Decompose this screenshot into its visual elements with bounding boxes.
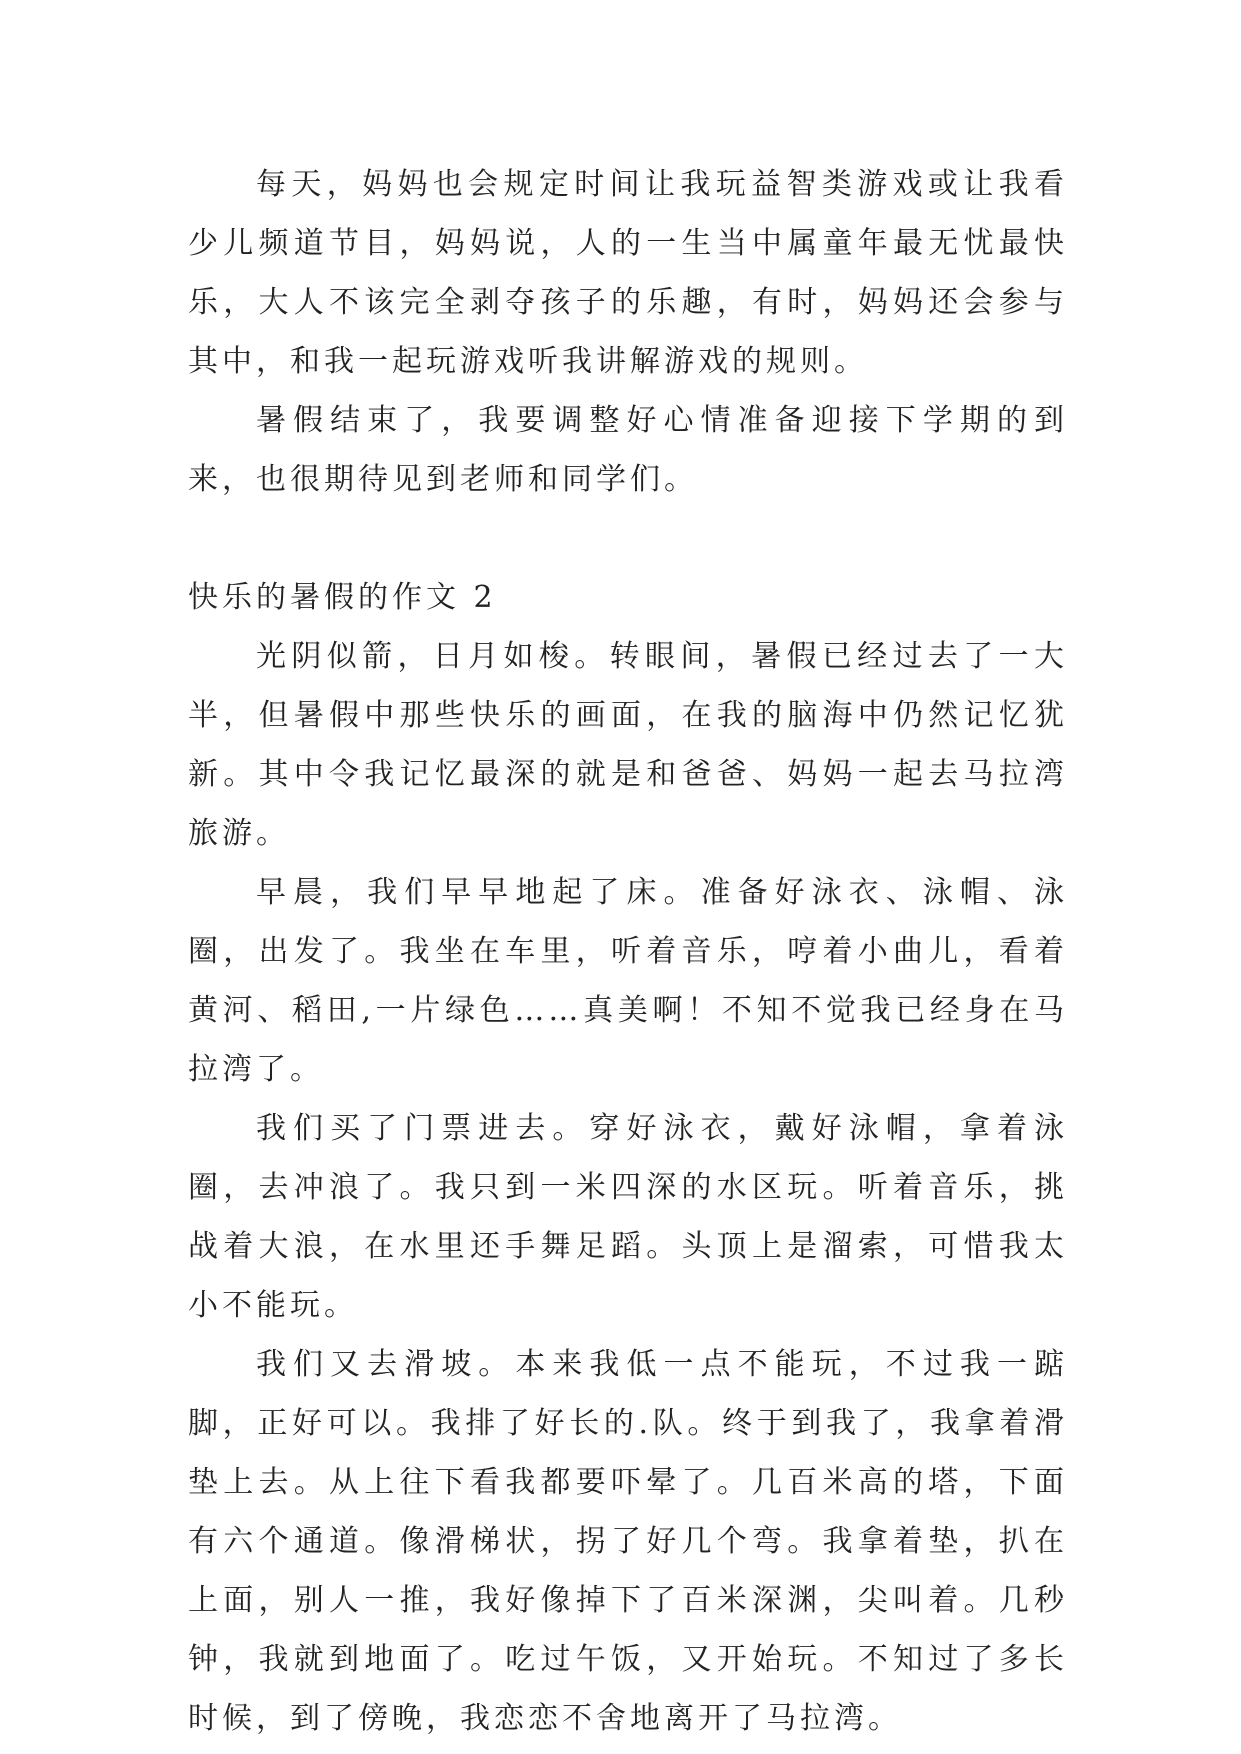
paragraph: 每天，妈妈也会规定时间让我玩益智类游戏或让我看少儿频道节目，妈妈说，人的一生当中属童年最无忧最快乐，大人不该完全剥夺孩子的乐趣，有时，妈妈还会参与其中，和我一起玩游戏听我讲解游戏的规则。 — [188, 167, 1068, 379]
paragraph: 我们又去滑坡。本来我低一点不能玩，不过我一踮脚，正好可以。我排了好长的.队。终于到我了，我拿着滑垫上去。从上往下看我都要吓晕了。几百米高的塔，下面有六个通道。像滑梯状，拐了好几个弯。我拿着垫，扒在上面，别人一推，我好像掉下了百米深渊，尖叫着。几秒钟，我就到地面了。吃过午饭，又开始玩。不知过了多长时候，到了傍晚，我恋恋不舍地离开了马拉湾。 — [188, 1347, 1068, 1736]
paragraph: 光阴似箭，日月如梭。转眼间，暑假已经过去了一大半，但暑假中那些快乐的画面，在我的脑海中仍然记忆犹新。其中令我记忆最深的就是和爸爸、妈妈一起去马拉湾旅游。 — [188, 639, 1068, 851]
paragraph: 早晨，我们早早地起了床。准备好泳衣、泳帽、泳圈，出发了。我坐在车里，听着音乐，哼着小曲儿，看着黄河、稻田,一片绿色……真美啊！不知不觉我已经身在马拉湾了。 — [188, 875, 1068, 1087]
section-title: 快乐的暑假的作文 2 — [188, 580, 497, 615]
document-body — [188, 155, 1068, 1748]
paragraph: 我们买了门票进去。穿好泳衣，戴好泳帽，拿着泳圈，去冲浪了。我只到一米四深的水区玩。听着音乐，挑战着大浪，在水里还手舞足蹈。头顶上是溜索，可惜我太小不能玩。 — [188, 1111, 1068, 1323]
paragraph: 暑假结束了，我要调整好心情准备迎接下学期的到来，也很期待见到老师和同学们。 — [188, 403, 1068, 497]
